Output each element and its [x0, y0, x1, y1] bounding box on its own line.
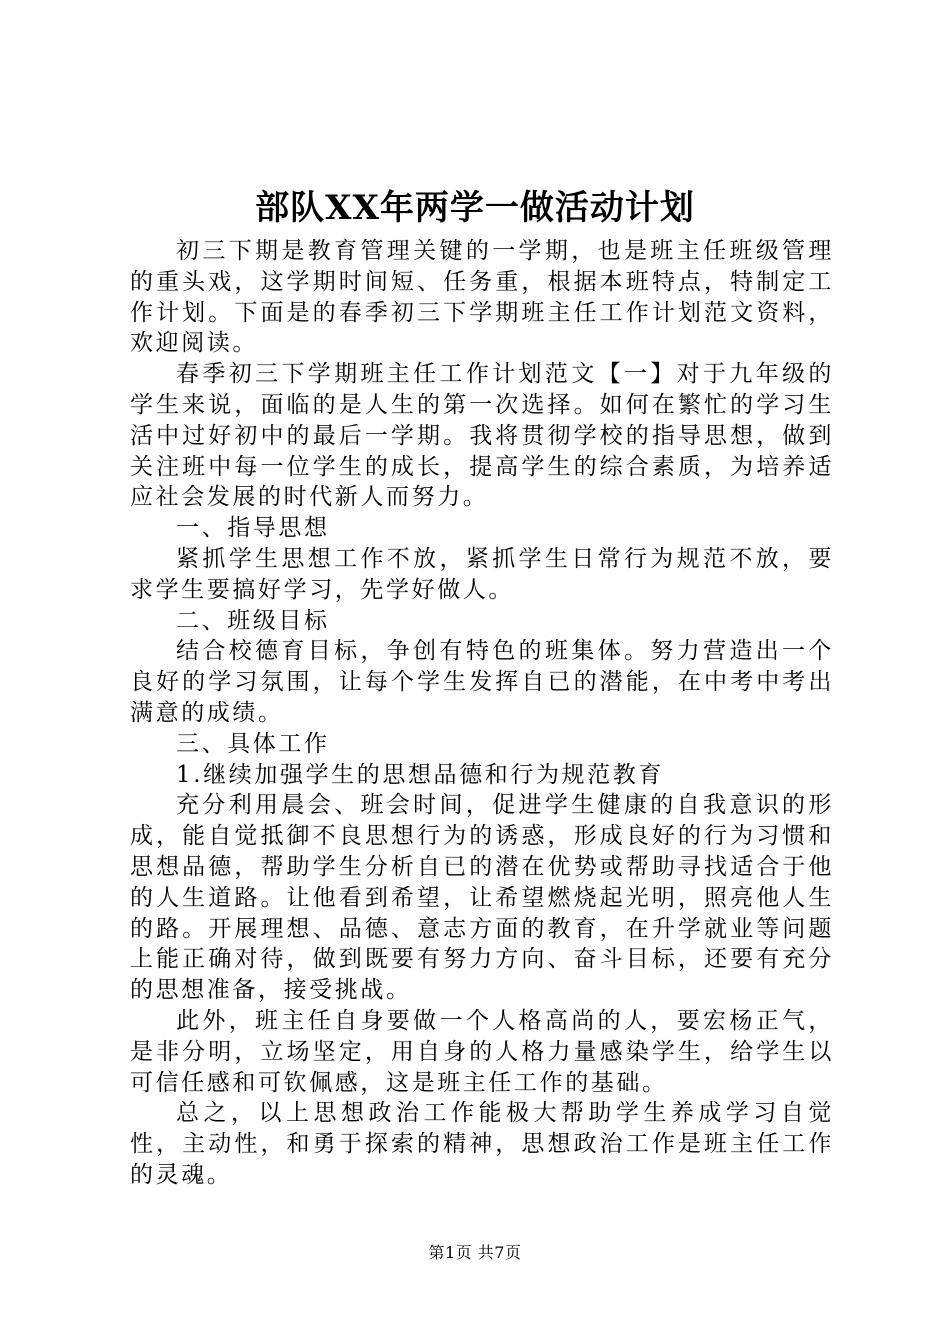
- paragraph-teacher-role: 此外，班主任自身要做一个人格高尚的人，要宏杨正气，是非分明，立场坚定，用自身的人格力量感染学生，给学生以可信任感和可钦佩感，这是班主任工作的基础。: [130, 1007, 834, 1096]
- paragraph-guiding-thought: 紧抓学生思想工作不放，紧抓学生日常行为规范不放，要求学生要搞好学习，先学好做人。: [130, 545, 834, 603]
- paragraph-summary: 总之，以上思想政治工作能极大帮助学生养成学习自觉性，主动性，和勇于探索的精神，思想政治工作是班主任工作的灵魂。: [130, 1100, 834, 1188]
- page-number-footer: 第1页 共7页: [428, 1243, 522, 1262]
- paragraph-moral-education: 充分利用晨会、班会时间，促进学生健康的自我意识的形成，能自觉抵御不良思想行为的诱惑，形成良好的行为习惯和思想品德，帮助学生分析自已的潜在优势或帮助寻找适合于他的人生道路。让他看到希望，让希望燃烧起光明，照亮他人生的路。开展理想、品德、意志方面的教育，在升学就业等问题上能正确对待，做到既要有努力方向、奋斗目标，还要有充分的思想准备，接受挑战。: [130, 792, 834, 1004]
- subsection-heading-moral-education: 1.继续加强学生的思想品德和行为规范教育: [176, 761, 664, 788]
- document-body: [130, 236, 834, 1191]
- paragraph-class-goal: 结合校德育目标，争创有特色的班集体。努力营造出一个良好的学习氛围，让每个学生发挥自已的潜能，在中考中考出满意的成绩。: [130, 638, 834, 726]
- section-heading-guiding-thought: 一、指导思想: [176, 515, 330, 542]
- section-heading-specific-work: 三、具体工作: [176, 730, 330, 757]
- section-heading-class-goal: 二、班级目标: [176, 607, 330, 634]
- paragraph-intro: 初三下期是教育管理关键的一学期，也是班主任班级管理的重头戏，这学期时间短、任务重，根据本班特点，特制定工作计划。下面是的春季初三下学期班主任工作计划范文资料，欢迎阅读。: [130, 238, 834, 357]
- document-title: 部队XX年两学一做活动计划: [255, 188, 695, 228]
- paragraph-plan-one: 春季初三下学期班主任工作计划范文【一】对于九年级的学生来说，面临的是人生的第一次选择。如何在繁忙的学习生活中过好初中的最后一学期。我将贯彻学校的指导思想，做到关注班中每一位学生的成长，提高学生的综合素质，为培养适应社会发展的时代新人而努力。: [130, 361, 834, 511]
